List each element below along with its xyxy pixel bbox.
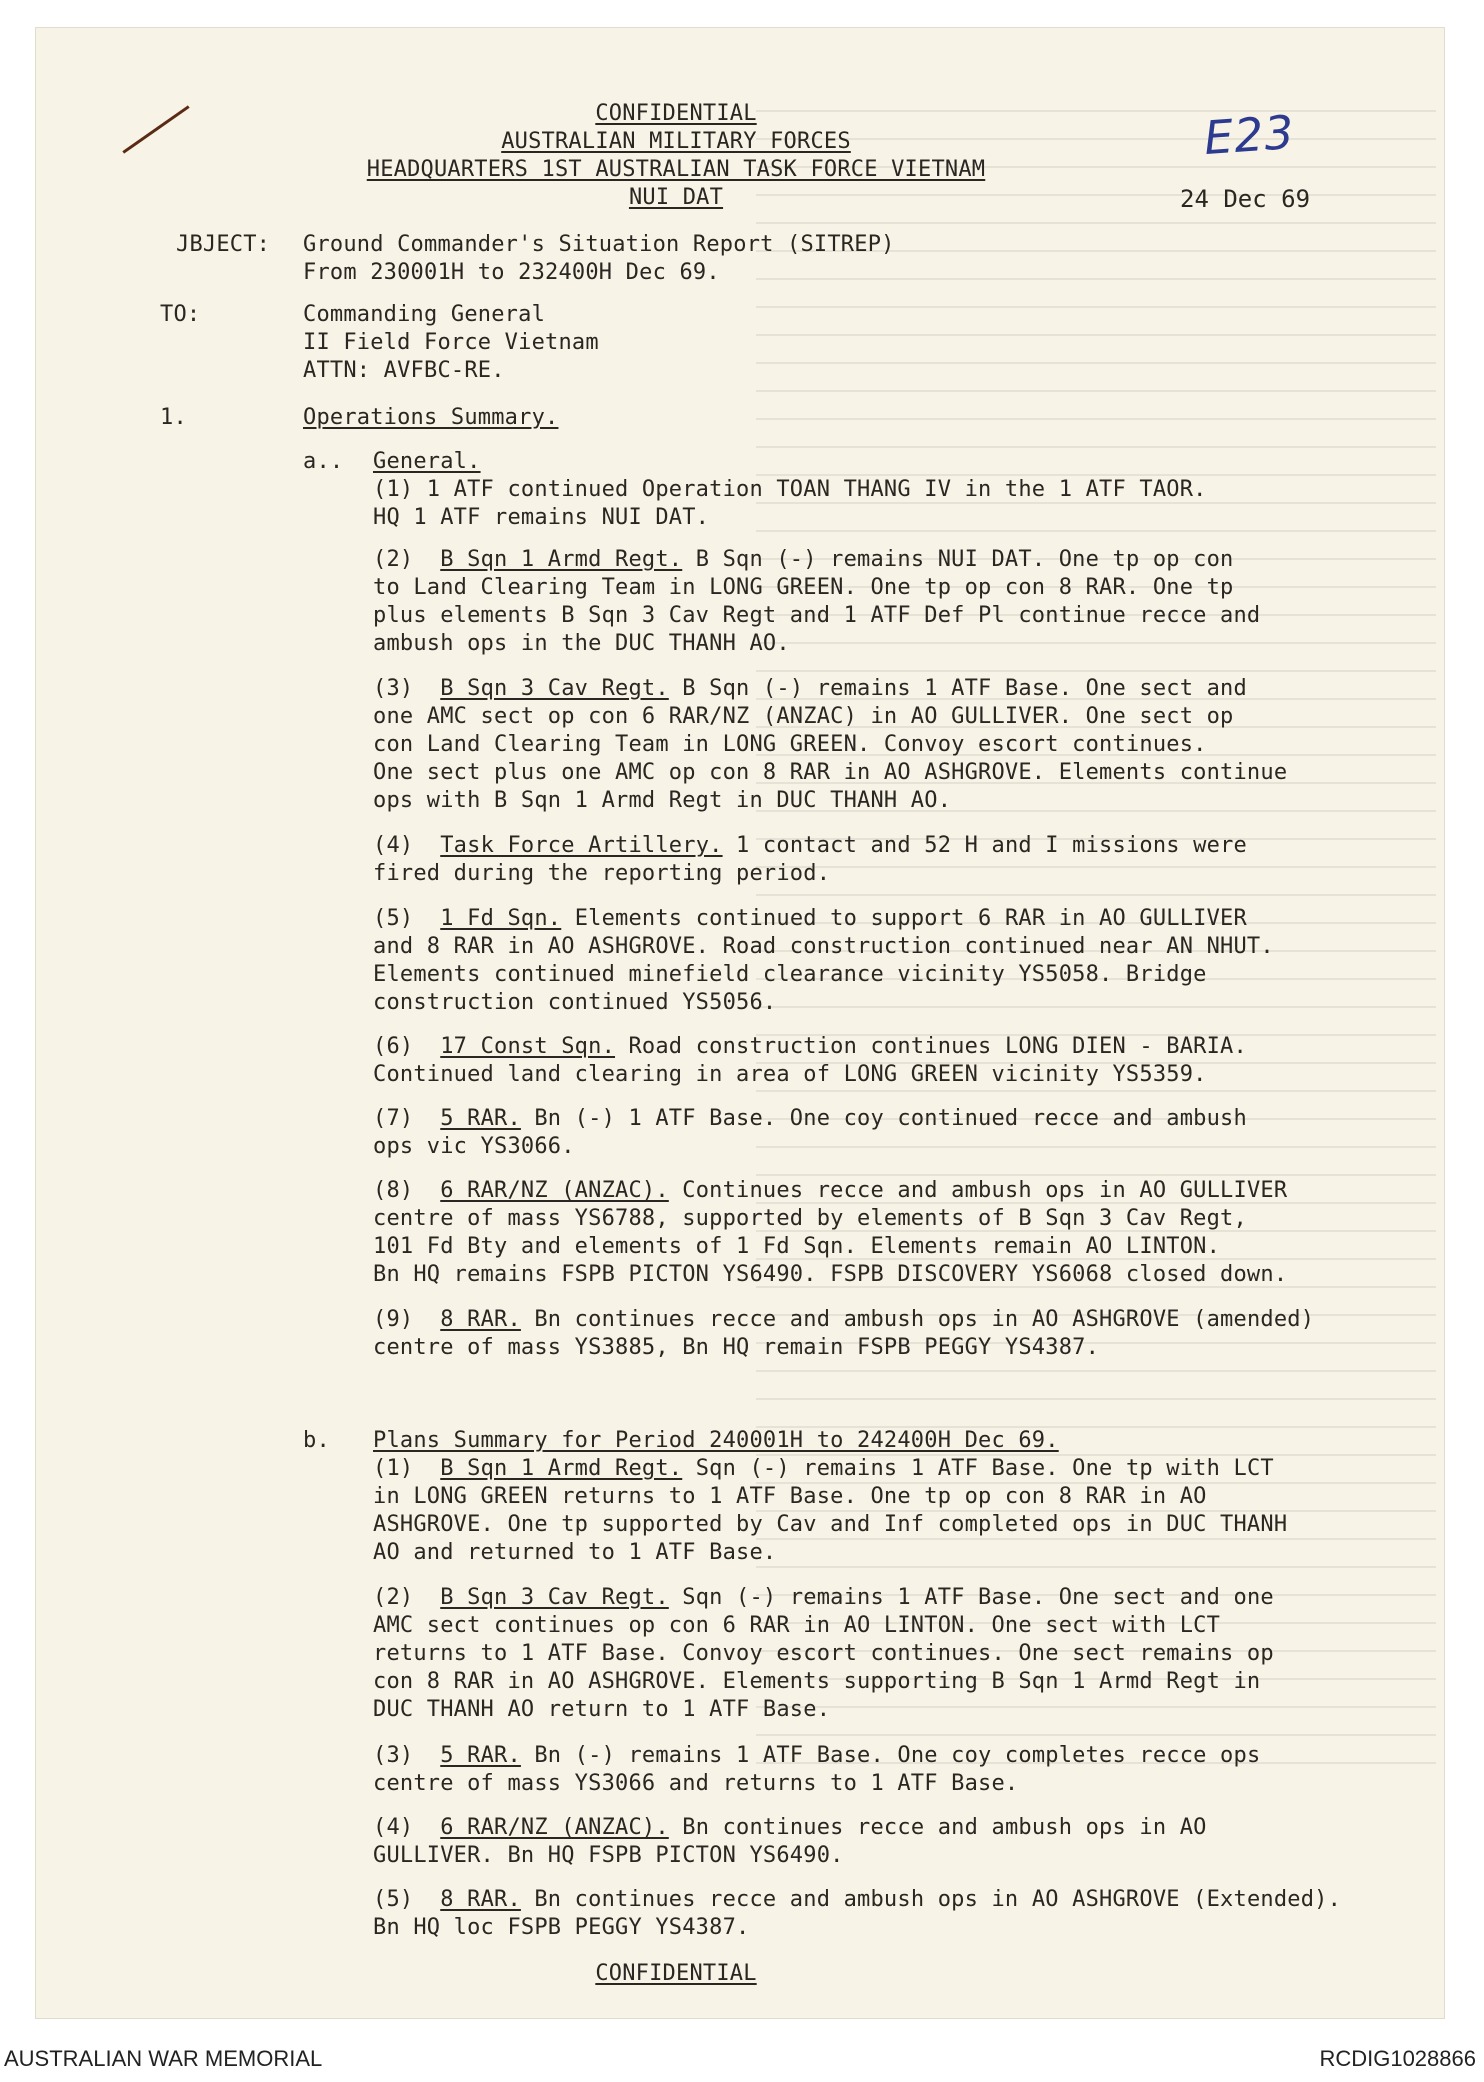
para-3-num: (3) <box>373 676 414 701</box>
para-3-line-3: con Land Clearing Team in LONG GREEN. Convoy escort continues. <box>373 732 1207 757</box>
plan-5-unit: 8 RAR. <box>440 1887 521 1912</box>
plan-4-line-1 <box>373 1814 1207 1842</box>
para-6-line-1 <box>373 1033 1247 1061</box>
para-4-line-1 <box>373 832 1247 860</box>
para-8-text: Continues recce and ambush ops in AO GULLIVER <box>668 1178 1288 1203</box>
document-page <box>36 28 1444 2018</box>
para-2-unit: B Sqn 1 Armd Regt. <box>440 547 683 572</box>
para-6-num: (6) <box>373 1034 414 1059</box>
para-4-line-2: fired during the reporting period. <box>373 861 831 886</box>
plan-3-line-2: centre of mass YS3066 and returns to 1 ATF Base. <box>373 1771 1019 1796</box>
para-8-line-1 <box>373 1177 1287 1205</box>
classification-bottom: CONFIDENTIAL <box>595 1961 757 1986</box>
para-2-line-1 <box>373 546 1234 574</box>
plan-3-line-1 <box>373 1742 1260 1770</box>
para-8-num: (8) <box>373 1178 414 1203</box>
handwritten-ref: E23 <box>1202 104 1297 166</box>
para-5-line-3: Elements continued minefield clearance vicinity YS5058. Bridge <box>373 962 1207 987</box>
plan-2-text: Sqn (-) remains 1 ATF Base. One sect and one <box>668 1585 1274 1610</box>
plan-4-unit: 6 RAR/NZ (ANZAC). <box>440 1815 669 1840</box>
para-8-unit: 6 RAR/NZ (ANZAC). <box>440 1178 669 1203</box>
para-1-line-2: HQ 1 ATF remains NUI DAT. <box>373 505 710 530</box>
para-9-num: (9) <box>373 1307 414 1332</box>
subsection-a-title: General. <box>373 449 481 474</box>
plan-1-line-3: ASHGROVE. One tp supported by Cav and Inf completed ops in DUC THANH <box>373 1512 1288 1537</box>
para-5-line-1 <box>373 905 1247 933</box>
para-3-line-2: one AMC sect op con 6 RAR/NZ (ANZAC) in AO GULLIVER. One sect op <box>373 704 1234 729</box>
plan-2-unit: B Sqn 3 Cav Regt. <box>440 1585 669 1610</box>
plan-2-line-5: DUC THANH AO return to 1 ATF Base. <box>373 1697 831 1722</box>
para-2-line-2: to Land Clearing Team in LONG GREEN. One tp op con 8 RAR. One tp <box>373 575 1234 600</box>
para-2-line-4: ambush ops in the DUC THANH AO. <box>373 631 790 656</box>
para-3-line-1 <box>373 675 1247 703</box>
footer-archive-name: AUSTRALIAN WAR MEMORIAL <box>4 2046 323 2071</box>
para-5-line-4: construction continued YS5056. <box>373 990 777 1015</box>
to-line-1: Commanding General <box>303 302 546 327</box>
plan-5-text: Bn continues recce and ambush ops in AO ASHGROVE (Extended). <box>520 1887 1342 1912</box>
para-4-text: 1 contact and 52 H and I missions were <box>722 833 1247 858</box>
subsection-b-label: b. <box>303 1428 330 1453</box>
para-2-num: (2) <box>373 547 414 572</box>
para-7-line-2: ops vic YS3066. <box>373 1134 575 1159</box>
location: NUI DAT <box>628 185 724 210</box>
section-title: Operations Summary. <box>303 405 559 430</box>
para-9-text: Bn continues recce and ambush ops in AO ASHGROVE (amended) <box>520 1307 1315 1332</box>
plan-3-num: (3) <box>373 1743 414 1768</box>
plan-2-line-4: con 8 RAR in AO ASHGROVE. Elements supporting B Sqn 1 Armd Regt in <box>373 1669 1261 1694</box>
para-7-line-1 <box>373 1105 1247 1133</box>
plan-3-text: Bn (-) remains 1 ATF Base. One coy completes recce ops <box>520 1743 1261 1768</box>
para-3-text: B Sqn (-) remains 1 ATF Base. One sect and <box>668 676 1247 701</box>
para-6-unit: 17 Const Sqn. <box>440 1034 616 1059</box>
para-2-text: B Sqn (-) remains NUI DAT. One tp op con <box>682 547 1234 572</box>
plan-2-line-3: returns to 1 ATF Base. Convoy escort continues. One sect remains op <box>373 1641 1274 1666</box>
para-4-num: (4) <box>373 833 414 858</box>
plan-2-line-2: AMC sect continues op con 6 RAR in AO LINTON. One sect with LCT <box>373 1613 1221 1638</box>
para-1-line-1: (1) 1 ATF continued Operation TOAN THANG IV in the 1 ATF TAOR. <box>373 477 1207 502</box>
para-3-unit: B Sqn 3 Cav Regt. <box>440 676 669 701</box>
subject-line-1: Ground Commander's Situation Report (SITREP) <box>303 232 895 257</box>
subsection-a-label: a.. <box>303 449 344 474</box>
para-3-line-5: ops with B Sqn 1 Armd Regt in DUC THANH AO. <box>373 788 952 813</box>
plan-1-text: Sqn (-) remains 1 ATF Base. One tp with LCT <box>682 1456 1274 1481</box>
to-label: TO: <box>160 302 201 327</box>
org-name: AUSTRALIAN MILITARY FORCES <box>501 129 851 154</box>
plan-5-line-2: Bn HQ loc FSPB PEGGY YS4387. <box>373 1915 750 1940</box>
para-9-line-2: centre of mass YS3885, Bn HQ remain FSPB PEGGY YS4387. <box>373 1335 1100 1360</box>
plan-5-num: (5) <box>373 1887 414 1912</box>
section-number: 1. <box>160 405 187 430</box>
para-7-num: (7) <box>373 1106 414 1131</box>
to-line-2: II Field Force Vietnam <box>303 330 599 355</box>
para-5-num: (5) <box>373 906 414 931</box>
para-2-line-3: plus elements B Sqn 3 Cav Regt and 1 ATF Def Pl continue recce and <box>373 603 1261 628</box>
plan-2-line-1 <box>373 1584 1274 1612</box>
para-7-text: Bn (-) 1 ATF Base. One coy continued recce and ambush <box>520 1106 1247 1131</box>
plan-5-line-1 <box>373 1886 1341 1914</box>
para-6-line-2: Continued land clearing in area of LONG GREEN vicinity YS5359. <box>373 1062 1207 1087</box>
para-4-unit: Task Force Artillery. <box>440 833 723 858</box>
plan-1-num: (1) <box>373 1456 414 1481</box>
para-3-line-4: One sect plus one AMC op con 8 RAR in AO ASHGROVE. Elements continue <box>373 760 1288 785</box>
subject-line-2: From 230001H to 232400H Dec 69. <box>303 260 720 285</box>
plan-1-line-1 <box>373 1455 1274 1483</box>
plan-4-num: (4) <box>373 1815 414 1840</box>
to-line-3: ATTN: AVFBC-RE. <box>303 358 505 383</box>
para-7-unit: 5 RAR. <box>440 1106 521 1131</box>
subject-label: JBJECT: <box>176 232 271 257</box>
para-9-unit: 8 RAR. <box>440 1307 521 1332</box>
plan-2-num: (2) <box>373 1585 414 1610</box>
para-5-line-2: and 8 RAR in AO ASHGROVE. Road construction continued near AN NHUT. <box>373 934 1274 959</box>
para-8-line-2: centre of mass YS6788, supported by elements of B Sqn 3 Cav Regt, <box>373 1206 1247 1231</box>
plan-1-line-4: AO and returned to 1 ATF Base. <box>373 1540 777 1565</box>
footer-catalog-id: RCDIG1028866 <box>1319 2046 1476 2071</box>
plan-4-line-2: GULLIVER. Bn HQ FSPB PICTON YS6490. <box>373 1843 844 1868</box>
para-6-text: Road construction continues LONG DIEN - BARIA. <box>615 1034 1247 1059</box>
para-9-line-1 <box>373 1306 1314 1334</box>
subsection-b-title: Plans Summary for Period 240001H to 242400H Dec 69. <box>373 1428 1059 1453</box>
document-date: 24 Dec 69 <box>1180 185 1311 213</box>
para-8-line-3: 101 Fd Bty and elements of 1 Fd Sqn. Elements remain AO LINTON. <box>373 1234 1221 1259</box>
plan-4-text: Bn continues recce and ambush ops in AO <box>668 1815 1207 1840</box>
plan-3-unit: 5 RAR. <box>440 1743 521 1768</box>
plan-1-line-2: in LONG GREEN returns to 1 ATF Base. One tp op con 8 RAR in AO <box>373 1484 1207 1509</box>
plan-1-unit: B Sqn 1 Armd Regt. <box>440 1456 683 1481</box>
para-8-line-4: Bn HQ remains FSPB PICTON YS6490. FSPB DISCOVERY YS6068 closed down. <box>373 1262 1288 1287</box>
classification-top: CONFIDENTIAL <box>595 101 757 126</box>
hq-name: HEADQUARTERS 1ST AUSTRALIAN TASK FORCE VIETNAM <box>366 157 986 182</box>
para-5-text: Elements continued to support 6 RAR in AO GULLIVER <box>561 906 1247 931</box>
para-5-unit: 1 Fd Sqn. <box>440 906 562 931</box>
